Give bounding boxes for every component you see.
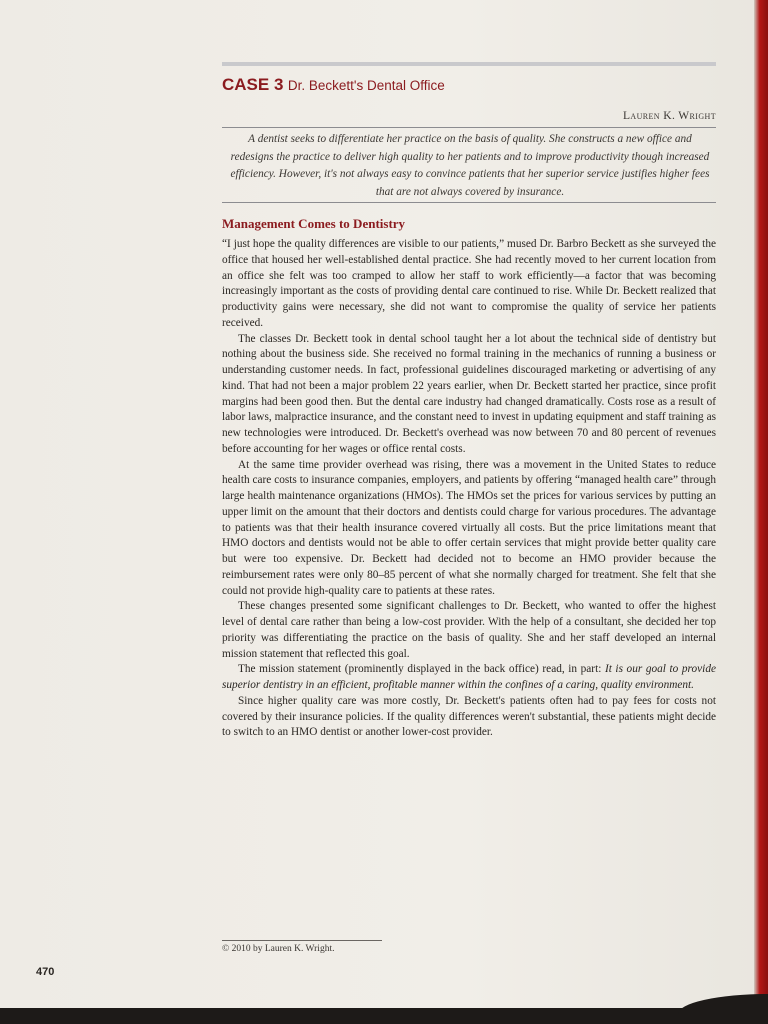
body-paragraph: At the same time provider overhead was rising, there was a movement in the United States to reduce health care costs to insurance companies, employers, and patients by offering “managed health care” through large health maintenance organizations (HMOs). The HMOs set the prices for various services by putting an upper limit on the amount that their doctors and dentists could charge for various procedures. The advantage to patients was that their health insurance covered virtually all costs. But the price limitations meant that HMO doctors and dentists would not be able to offer certain services that might provide better quality care but were too expensive. Dr. Beckett had decided not to become an HMO provider because the reimbursement rates were only 80–85 percent of what she normally charged for treatment. She felt that she could not provide high-quality care to patients at these rates. (222, 458, 716, 597)
abstract-top-rule (222, 127, 716, 128)
author-name: Lauren K. Wright (623, 110, 716, 122)
footnote-rule (222, 940, 382, 941)
abstract-bottom-rule (222, 202, 716, 203)
case-name: Dr. Beckett's Dental Office (287, 78, 445, 93)
header-rule (222, 62, 716, 66)
body-text (222, 237, 716, 741)
mission-paragraph (222, 662, 716, 694)
page-edge (754, 0, 768, 1024)
body-paragraph: These changes presented some significant challenges to Dr. Beckett, who wanted to offer the highest level of dental care rather than being a low-cost provider. With the help of a consultant, she decided her top priority was differentiating the practice on the basis of quality. She and her staff developed an internal mission statement that reflected this goal. (222, 600, 716, 660)
copyright-footnote: © 2010 by Lauren K. Wright. (222, 944, 335, 954)
case-title (222, 74, 445, 97)
mission-lead: The mission statement (prominently displayed in the back office) read, in part: (238, 663, 605, 676)
body-paragraph: The classes Dr. Beckett took in dental school taught her a lot about the technical side of dentistry but nothing about the business side. She received no formal training in the mechanics of running a business or understanding customer needs. In fact, professional guidelines discouraged marketing or advertising of any kind. That had not been a major problem 22 years earlier, when Dr. Beckett started her practice, since profit margins had been good then. But the dental care industry had changed dramatically. Costs rose as a result of labor laws, malpractice insurance, and the constant need to invest in updating equipment and staff training as new technologies were introduced. Dr. Beckett's overhead was now between 70 and 80 percent of revenues before accounting for her wages or office rental costs. (222, 332, 716, 455)
body-paragraph: “I just hope the quality differences are visible to our patients,” mused Dr. Barbro Beckett as she surveyed the office that housed her well-established dental practice. She had recently moved to her current location from an office she felt was too cramped to allow her staff to work efficiently—a factor that was becoming increasingly important as the costs of providing dental care continued to rise. While Dr. Beckett realized that productivity gains were necessary, she did not want to compromise the quality of service her patients received. (222, 238, 716, 329)
case-abstract: A dentist seeks to differentiate her practice on the basis of quality. She constructs a new office and redesigns the practice to deliver high quality to her patients and to improve productivity though increased efficiency. However, it's not always easy to convince patients that her superior service justifies higher fees that are not always covered by insurance. (230, 133, 710, 198)
case-label: CASE 3 (222, 75, 284, 94)
body-paragraph: Since higher quality care was more costly, Dr. Beckett's patients often had to pay fees for costs not covered by their insurance policies. If the quality differences weren't substantial, these patients might decide to switch to an HMO dentist or another lower-cost provider. (222, 694, 716, 739)
section-heading: Management Comes to Dentistry (222, 216, 406, 231)
mission-statement: It is our goal to provide superior dentistry in an efficient, profitable manner within the confines of a caring, quality environment. (222, 663, 716, 691)
page-number: 470 (36, 966, 55, 978)
bottom-shadow (0, 1008, 768, 1024)
